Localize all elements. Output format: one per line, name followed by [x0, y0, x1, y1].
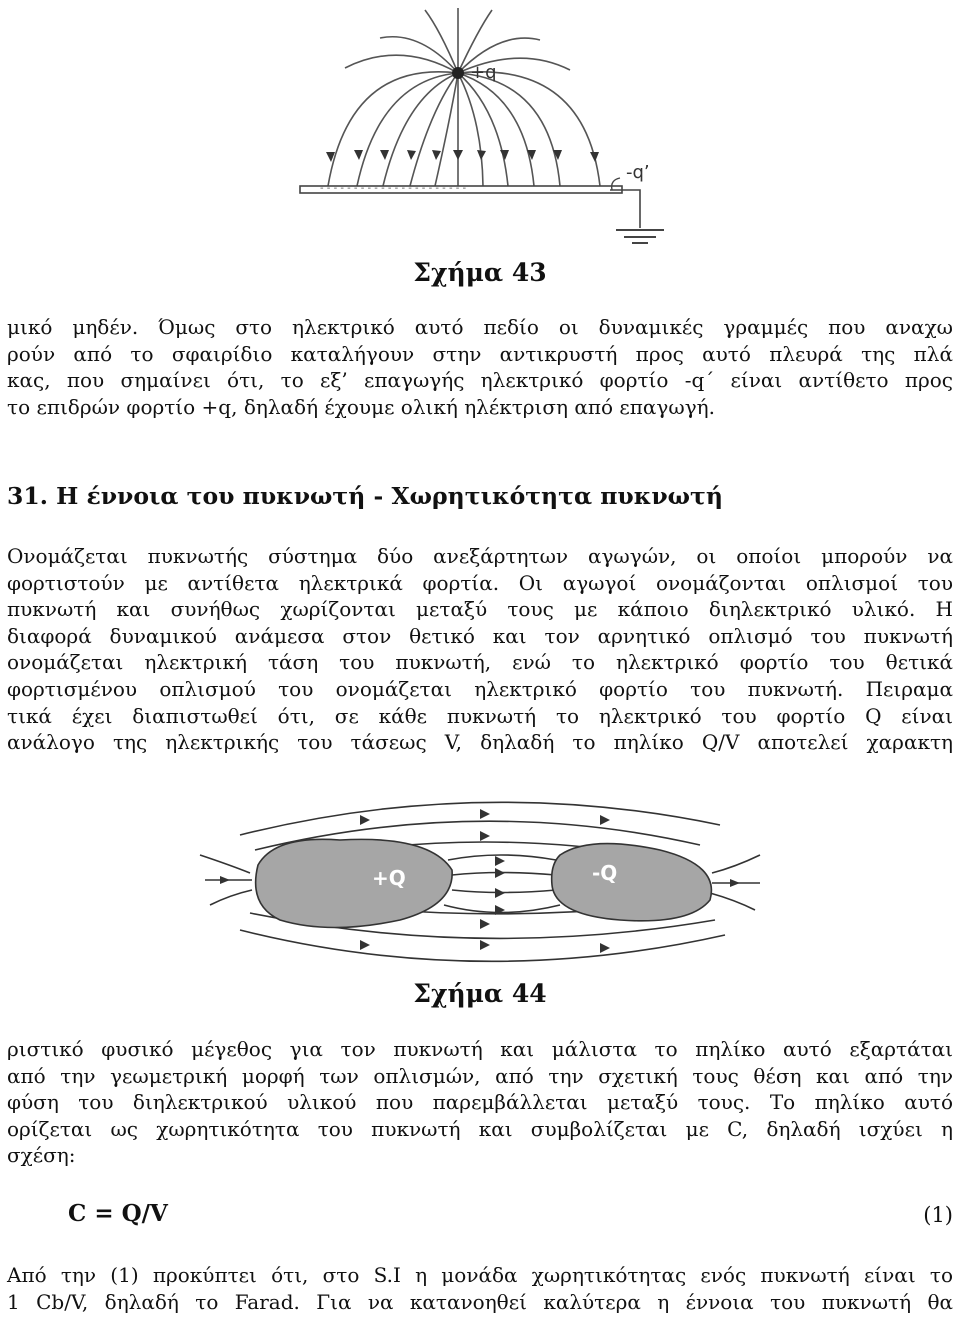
charge-label: +q — [470, 62, 497, 83]
text-line: 1 Cb/V, δηλαδή το Farad. Για να κατανοηθεί καλύτερα η έννοια του πυκνωτή θα — [7, 1289, 953, 1314]
text-line: μικό μηδέν. Όμως στο ηλεκτρικό αυτό πεδίο οι δυναμικές γραμμές που αναχω — [7, 315, 953, 339]
text-line: ορίζεται ως χωρητικότητα του πυκνωτή και συμβολίζεται με C, δηλαδή ισχύει η — [7, 1116, 953, 1141]
text-line: το επιδρών φορτίο +q, δηλαδή έχουμε ολική ηλέκτριση από επαγωγή. — [7, 394, 715, 419]
text-line: Από την (1) προκύπτει ότι, στο S.I η μονάδα χωρητικότητας ενός πυκνωτή είναι το — [7, 1263, 953, 1287]
figure-43-diagram — [0, 0, 960, 260]
paragraph-1 — [7, 314, 953, 420]
paragraph-3 — [7, 1036, 953, 1169]
equation-number: (1) — [923, 1203, 953, 1227]
svg-text:- - - - - - - - - - - - - - -: - - - - - - - - - - - - - - - - - - - - - - — [320, 183, 467, 194]
text-line: φορτισμένου οπλισμού του ονομάζεται ηλεκτρικό φορτίο του πυκνωτή. Πειραμα — [7, 676, 953, 701]
text-line: ρούν από το σφαιρίδιο καταλήγουν στην αντικρυστή προς αυτό πλευρά της πλά — [7, 341, 953, 366]
text-line: ριστικό φυσικό μέγεθος για τον πυκνωτή και μάλιστα το πηλίκο αυτό εξαρτάται — [7, 1037, 953, 1061]
text-line: πυκνωτή και συνήθως χωρίζονται μεταξύ τους με κάποιο διηλεκτρικό υλικό. Η — [7, 597, 953, 622]
text-line: τικά έχει διαπιστωθεί ότι, σε κάθε πυκνωτή το ηλεκτρικό του φορτίο Q είναι — [7, 703, 953, 728]
text-line: σχέση: — [7, 1143, 76, 1168]
text-line: διαφορά δυναμικού ανάμεσα στον θετικό και τον αρνητικό οπλισμό του πυκνωτή — [7, 623, 953, 648]
text-line: ονομάζεται ηλεκτρική τάση του πυκνωτή, ενώ το ηλεκτρικό φορτίο του θετικά — [7, 650, 953, 675]
paragraph-4 — [7, 1262, 953, 1315]
section-heading: 31. Η έννοια του πυκνωτή - Χωρητικότητα πυκνωτή — [7, 482, 723, 510]
text-line: από την γεωμετρική μορφή των οπλισμών, από την σχετική τους θέση και από την — [7, 1063, 953, 1088]
figure-44-diagram — [0, 795, 960, 965]
figure-44-caption: Σχήμα 44 — [413, 979, 547, 1008]
text-line: κας, που σημαίνει ότι, το εξ’ επαγωγής ηλεκτρικό φορτίο -q΄ είναι αντίθετο προς — [7, 368, 953, 393]
positive-conductor-label: +Q — [372, 866, 406, 890]
text-line: ανάλογο της ηλεκτρικής του τάσεως V, δηλαδή το πηλίκο Q/V αποτελεί χαρακτη — [7, 730, 953, 755]
text-line: φορτιστούν με αντίθετα ηλεκτρικά φορτία. Οι αγωγοί ονομάζονται οπλισμοί του — [7, 570, 953, 595]
text-line: Ονομάζεται πυκνωτής σύστημα δύο ανεξάρτητων αγωγών, οι οποίοι μπορούν να — [7, 544, 953, 568]
negative-conductor-label: -Q — [592, 861, 618, 885]
induced-label: -q’ — [626, 162, 650, 183]
paragraph-2 — [7, 543, 953, 756]
figure-43-caption: Σχήμα 43 — [413, 258, 547, 287]
capacitance-formula: C = Q/V — [68, 1200, 168, 1227]
text-line: φύση του διηλεκτρικού υλικού που παρεμβάλλεται μεταξύ τους. Το πηλίκο αυτό — [7, 1090, 953, 1115]
